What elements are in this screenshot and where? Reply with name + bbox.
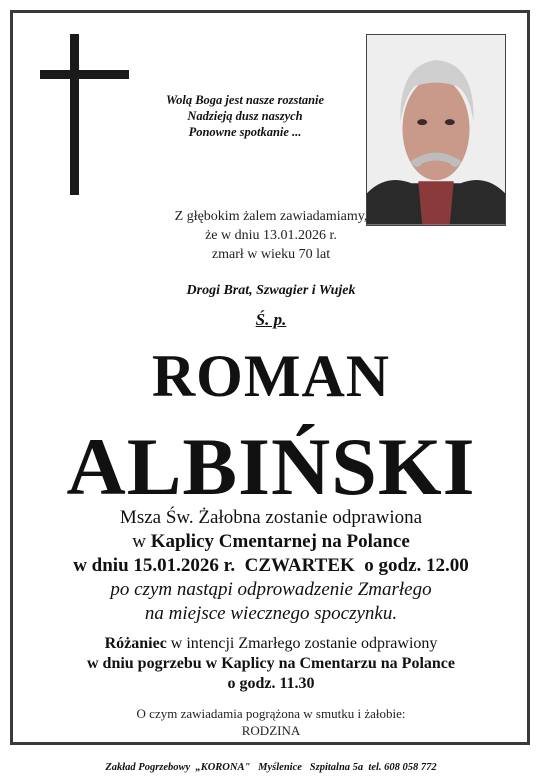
- mass-line: na miejsce wiecznego spoczynku.: [144, 603, 398, 624]
- mass-line: Msza Św. Żałobna zostanie odprawiona: [119, 507, 423, 528]
- mass-date: w dniu 15.01.2026 r. CZWARTEK o godz. 12.00: [73, 555, 469, 576]
- rosary-info: [20, 634, 522, 694]
- mass-place: Kaplicy Cmentarnej na Polance: [150, 531, 410, 552]
- portrait-image: [367, 35, 505, 225]
- relation-text: Drogi Brat, Szwagier i Wujek: [186, 283, 356, 298]
- closing-text: [20, 705, 522, 739]
- intro-line: Z głębokim żalem zawiadamiamy,: [174, 209, 368, 224]
- first-name: ROMAN: [151, 343, 391, 409]
- rosary-rest: w intencji Zmarłego zostanie odprawiony: [166, 635, 438, 652]
- portrait-photo: [366, 34, 506, 226]
- mass-place-prefix: w: [132, 531, 146, 552]
- mass-info: [20, 506, 522, 626]
- quote-line: Ponowne spotkanie ...: [188, 125, 302, 139]
- last-name: ALBIŃSKI: [66, 421, 476, 512]
- honorific: Ś. p.: [255, 310, 287, 329]
- mass-place-line: [20, 530, 522, 554]
- quote-block: [134, 92, 356, 140]
- funeral-home-footer: Zakład Pogrzebowy „KORONA" Myślenice Szpitalna 5a tel. 608 058 772: [105, 762, 437, 773]
- cross-icon: [70, 34, 79, 195]
- rosary-label: Różaniec: [104, 635, 167, 652]
- family-signature: RODZINA: [241, 723, 301, 738]
- quote-line: Wolą Boga jest nasze rozstanie: [165, 93, 325, 107]
- intro-line: że w dniu 13.01.2026 r.: [205, 228, 337, 243]
- rosary-time: o godz. 11.30: [227, 675, 315, 692]
- closing-line: O czym zawiadamia pogrążona w smutku i żałobie:: [136, 706, 406, 721]
- intro-line: zmarł w wieku 70 lat: [211, 247, 331, 262]
- rosary-line: [20, 634, 522, 654]
- cross-icon-bar: [40, 70, 129, 79]
- death-announcement: [20, 207, 522, 264]
- rosary-line: w dniu pogrzebu w Kaplicy na Cmentarzu na Polance: [86, 655, 455, 672]
- quote-line: Nadzieją dusz naszych: [187, 109, 303, 123]
- mass-line: po czym nastąpi odprowadzenie Zmarłego: [110, 579, 432, 600]
